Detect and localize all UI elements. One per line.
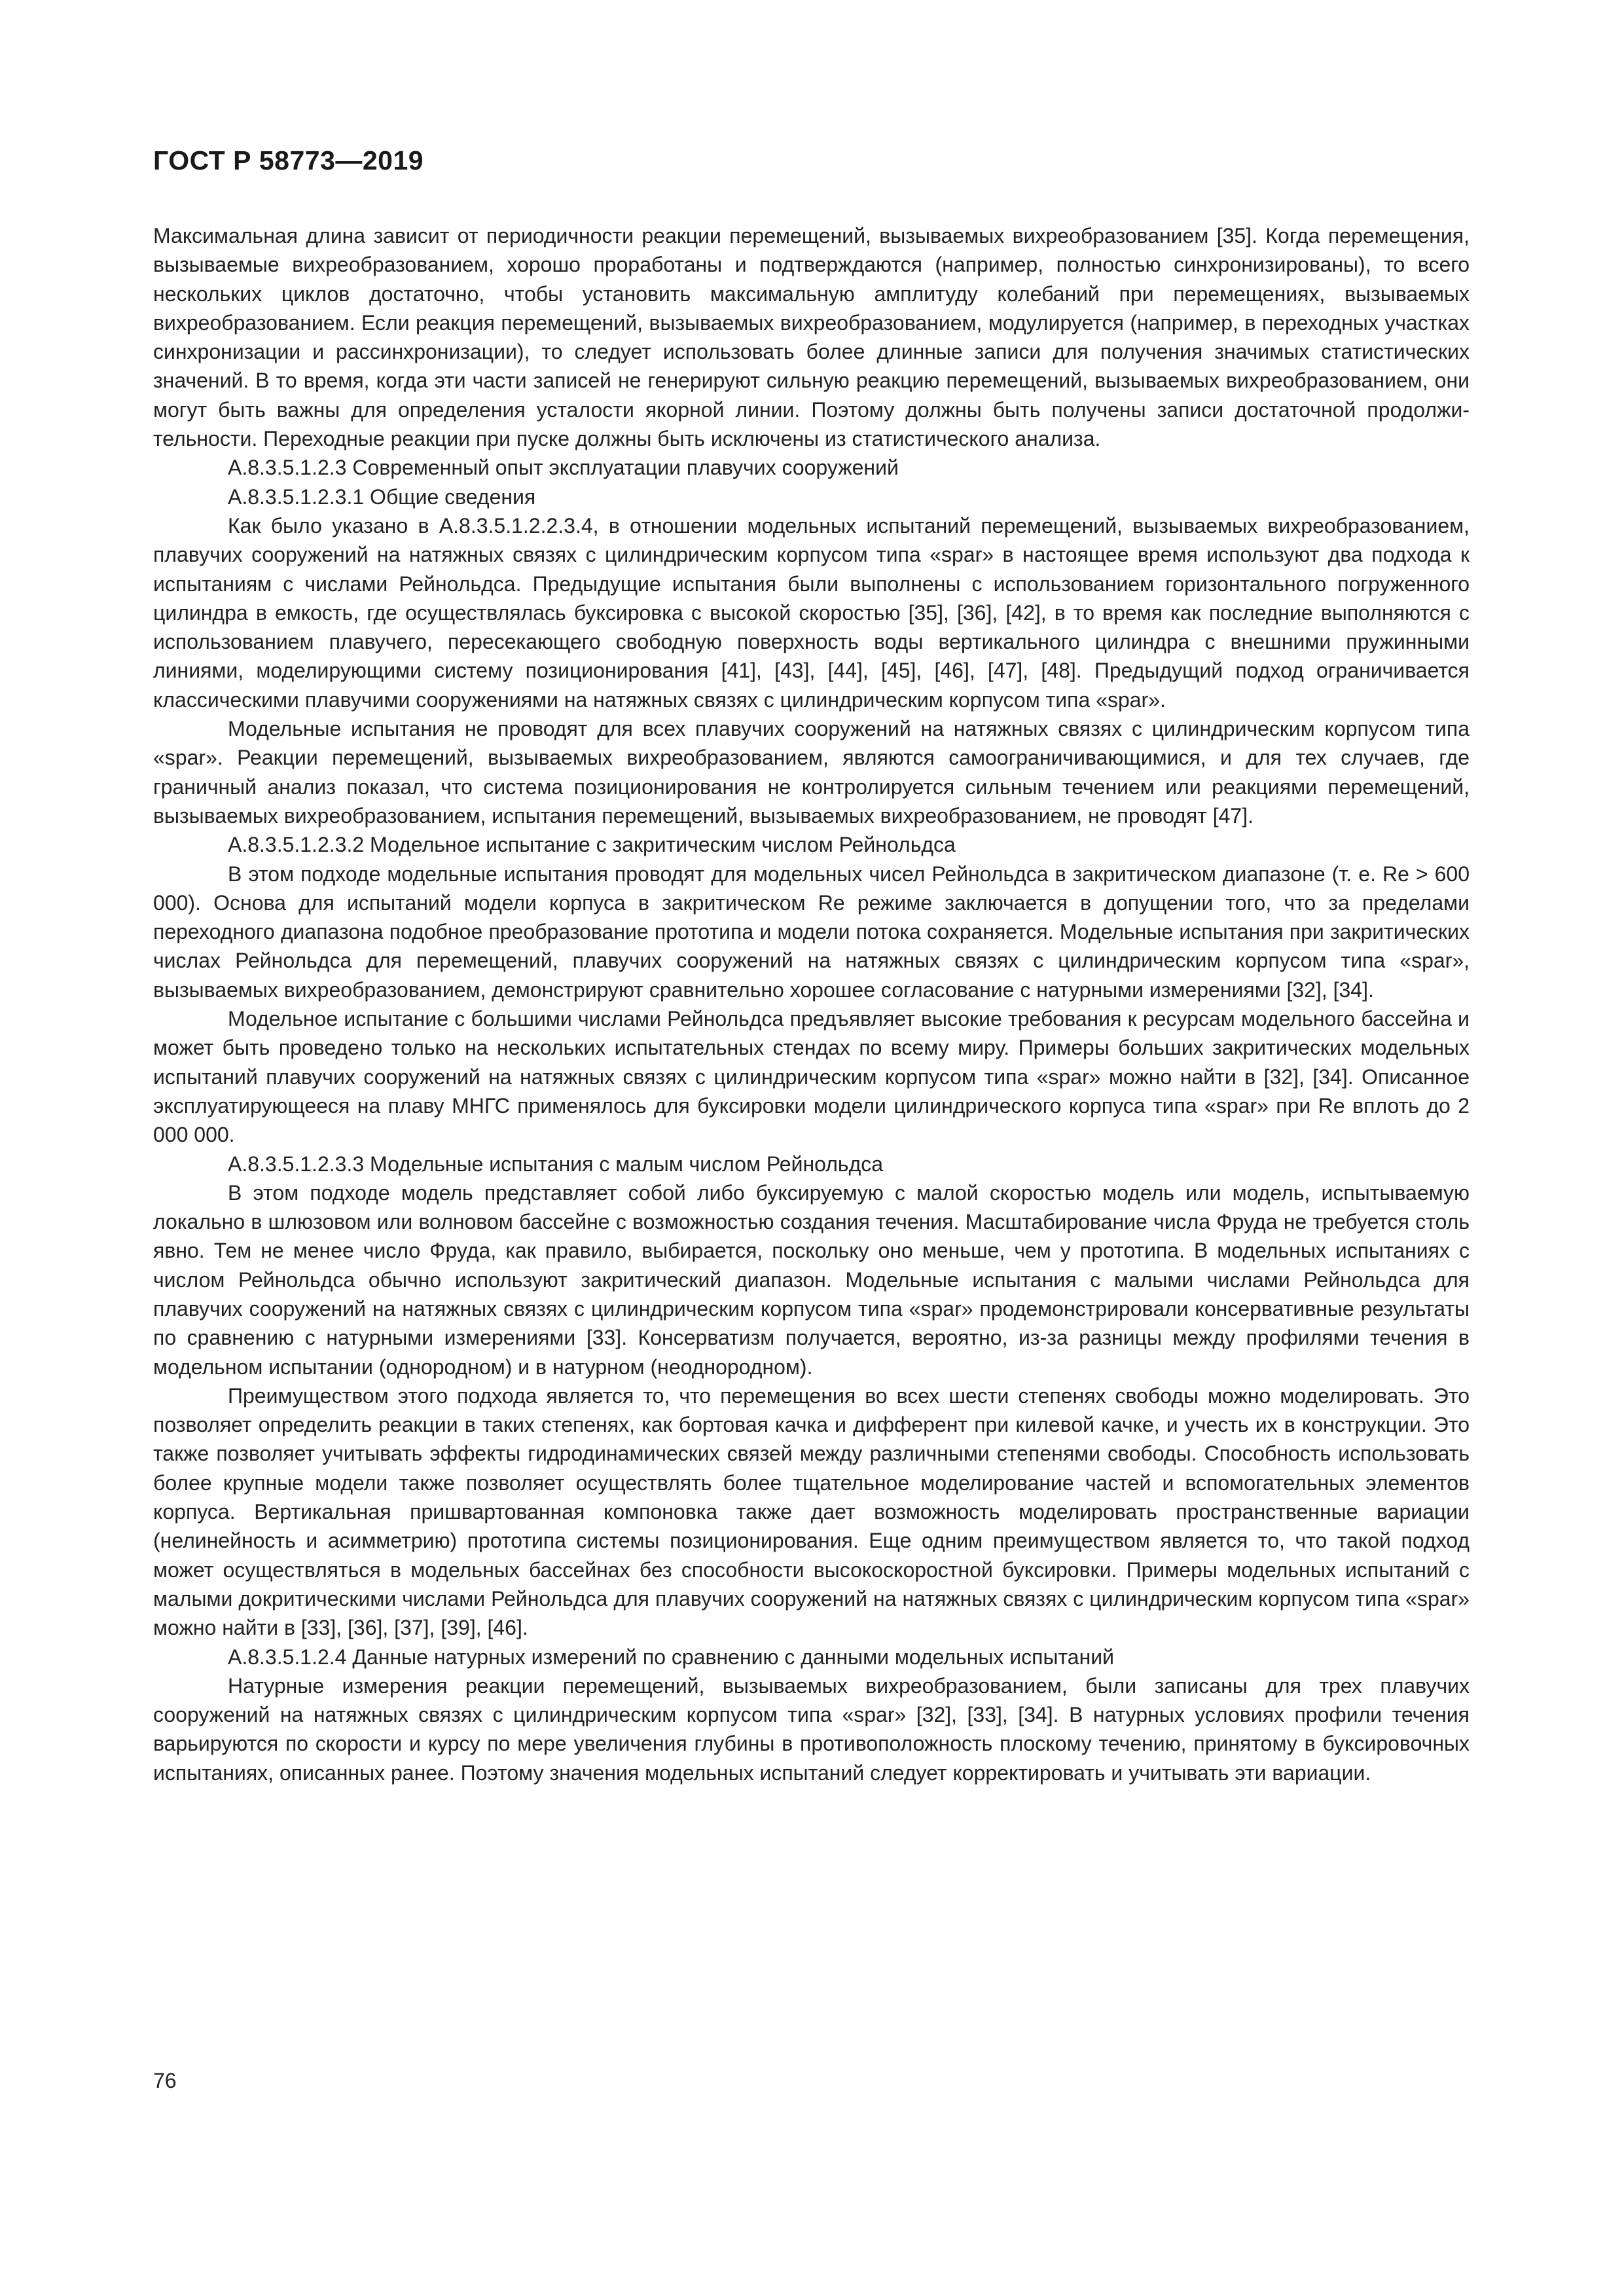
page-number: 76 xyxy=(153,2069,177,2092)
section-heading: А.8.3.5.1.2.3 Современный опыт эксплуатации плавучих сооружений xyxy=(228,456,899,480)
body-paragraph: Модельные испытания не проводят для всех плавучих сооружений на натяжных связях с цилиндрическим корпусом типа «spar». Реакции перемещений, вызываемых вихреобразованием, являются самоограничивающимися, и для тех случаев, где граничный анализ показал, что система позиционирования не контролируется сильным течением или реакциями перемещений, вызываемых вихреобразованием, испытания перемещений, вызываемых вихреобразованием, не проводят [47]. xyxy=(153,717,1470,828)
body-paragraph: Модельное испытание с большими числами Рейнольдса предъявляет высокие требования к ресурсам модельного бассейна и может быть проведено только на нескольких испытательных стендах по всему миру. Примеры больших закритических модельных испытаний плавучих сооружений на натяжных связях с цилиндрическим корпусом типа «spar» можно найти в [32], [34]. Описанное эксплуатирующееся на плаву МНГС применялось для буксировки модели цилиндрического корпуса типа «spar» при Re вплоть до 2 000 000. xyxy=(153,1007,1470,1147)
body-paragraph: В этом подходе модель представляет собой либо буксируемую с малой скоростью модель или модель, испытываемую локально в шлюзовом или волновом бассейне с возможностью создания течения. Масштабирование числа Фруда не требуется столь явно. Тем не менее число Фруда, как правило, выбирается, поскольку оно меньше, чем у прототипа. В модельных испытаниях с числом Рейнольдса обычно используют закритический диапазон. Модельные испытания с малыми числами Рейнольдса для плавучих сооружений на натяжных связях с цилиндрическим корпусом типа «spar» продемонстрировали консервативные результаты по сравнению с натурными измерениями [33]. Консерватизм получается, вероятно, из-за разницы между профилями течения в модельном испытании (однородном) и в натурном (неоднородном). xyxy=(153,1180,1470,1379)
body-paragraph: Максимальная длина зависит от периодичности реакции перемещений, вызываемых вихреобразованием [35]. Когда перемещения, вызываемые вихреобразованием, хорошо проработаны и подтверждаются (например, полностью синхронизированы), то всего нескольких циклов достаточно, чтобы установить максимальную амплитуду колебаний при перемещениях, вызываемых вихреобразованием. Если реакция перемещений, вызываемых вихреобразованием, модулируется (например, в переходных участках синхронизации и рассинхронизации), то следует использовать более длинные записи для получения значимых статистических значений. В то время, когда эти части записей не генерируют сильную реакцию перемещений, вызываемых вихреобразованием, они могут быть важны для определения усталости якорной линии. Поэтому должны быть получены записи достаточной продолжительности. Переходные реакции при пуске должны быть исключены из статистического анализа. xyxy=(153,224,1470,451)
document-header: ГОСТ Р 58773—2019 xyxy=(153,145,424,175)
body-paragraph: В этом подходе модельные испытания проводят для модельных чисел Рейнольдса в закритическом диапазоне (т. е. Re > 600 000). Основа для испытаний модели корпуса в закритическом Re режиме заключается в допущении того, что за пределами переходного диапазона подобное преобразование прототипа и модели потока сохраняется. Модельные испытания при закритических числах Рейнольдса для перемещений, плавучих сооружений на натяжных связях с цилиндрическим корпусом типа «spar», вызываемых вихреобразованием, демонстрируют сравнительно хорошее согласование с натурными измерениями [32], [34]. xyxy=(153,862,1470,1002)
section-heading: А.8.3.5.1.2.4 Данные натурных измерений по сравнению с данными модельных испытаний xyxy=(228,1645,1114,1669)
section-heading: А.8.3.5.1.2.3.3 Модельные испытания с малым числом Рейнольдса xyxy=(228,1152,884,1176)
body-paragraph: Преимуществом этого подхода является то, что перемещения во всех шести степенях свободы можно моделировать. Это позволяет определить реакции в таких степенях, как бортовая качка и дифферент при килевой качке, и учесть их в конструкции. Это также позволяет учитывать эффекты гидродинамических связей между различными степенями свободы. Способность использовать более крупные модели также позволяет осуществлять более тщательное моделирование частей и вспомогательных элементов корпуса. Вертикальная пришвартованная компоновка также дает возможность моделировать пространственные вариации (нелинейность и асимметрию) прототипа системы позиционирования. Еще одним преимуществом является то, что такой подход может осуществляться в модельных бассейнах без способности высокоскоростной буксировки. Примеры модельных испытаний с малыми докритическими числами Рейнольдса для плавучих сооружений на натяжных связях с цилиндрическим корпусом типа «spar» можно найти в [33], [36], [37], [39], [46]. xyxy=(153,1383,1470,1640)
body-paragraph: Натурные измерения реакции перемещений, вызываемых вихреобразованием, были записаны для трех плавучих сооружений на натяжных связях с цилиндрическим корпусом типа «spar» [32], [33], [34]. В натурных условиях профили течения варьируются по скорости и курсу по мере увеличения глубины в противоположность плоскому течению, принятому в буксировочных испытаниях, описанных ранее. Поэтому значения модельных испытаний следует корректировать и учитывать эти вариации. xyxy=(153,1673,1470,1785)
document-body xyxy=(153,221,1470,1787)
section-heading: А.8.3.5.1.2.3.1 Общие сведения xyxy=(228,484,536,509)
body-paragraph: Как было указано в А.8.3.5.1.2.2.3.4, в отношении модельных испытаний перемещений, вызываемых вихреобразованием, плавучих сооружений на натяжных связях с цилиндрическим корпусом типа «spar» в настоящее время используют два подхода к испытаниям с числами Рейнольдса. Предыдущие испытания были выполнены с использованием горизонтального погруженного цилиндра в емкость, где осуществлялась буксировка с высокой скоростью [35], [36], [42], в то время как последние выполняются с использованием плавучего, пересекающего свободную поверхность воды вертикального цилиндра с внешними пружинными линиями, моделирующими систему позиционирования [41], [43], [44], [45], [46], [47], [48]. Предыдущий подход ограничивается классическими плавучими сооружениями на натяжных связях с цилиндрическим корпусом типа «spar». xyxy=(153,513,1470,712)
section-heading: А.8.3.5.1.2.3.2 Модельное испытание с закритическим числом Рейнольдса xyxy=(228,833,956,857)
